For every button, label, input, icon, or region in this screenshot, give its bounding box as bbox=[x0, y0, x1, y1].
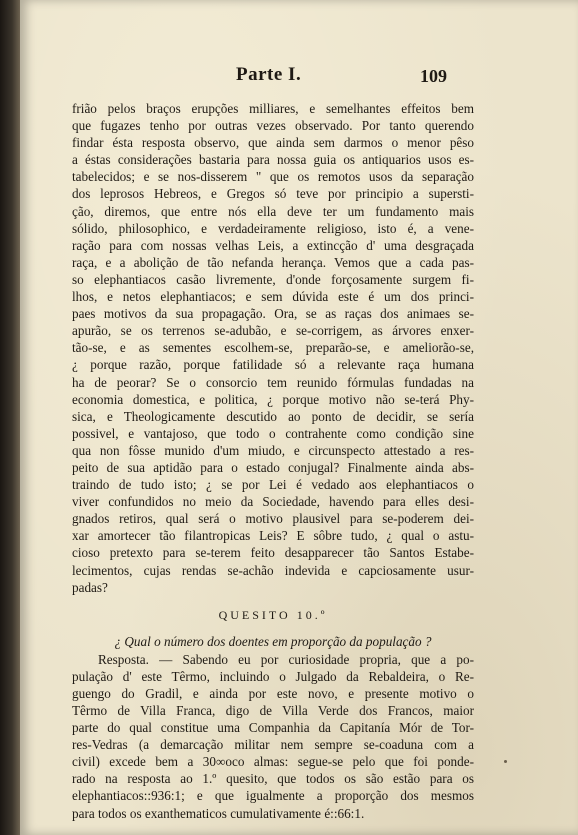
text-line: xar amortecer tão filantropicas Leis? E sôbre tudo, ¿ qual o astu- bbox=[72, 528, 474, 544]
text-line: ção, diremos, que entre nós ella deve ter um fundamento mais bbox=[72, 203, 474, 219]
text-line: parte do qual constitue uma Companhia da Capitanía Mór de Tor- bbox=[72, 720, 474, 736]
text-line: ha de peorar? Se o consorcio tem reunido fórmulas fundadas na bbox=[72, 374, 474, 390]
quesito-question: ¿ Qual o número dos doentes em proporção da população ? bbox=[114, 633, 432, 649]
text-line: qua non fôsse munido d'um miudo, e circunspecto attestado a res- bbox=[72, 442, 474, 458]
page-header bbox=[20, 64, 578, 90]
text-line: sica, e Theologicamente descutido ao ponto de decidir, se sería bbox=[72, 408, 474, 424]
text-line: economia domestica, e politica, ¿ porque motivo não se-terá Phy- bbox=[72, 391, 474, 407]
text-line: res-Vedras (a demarcação militar nem sempre se-coaduna com a bbox=[72, 737, 474, 753]
quesito-heading: QUESITO 10.º bbox=[218, 607, 328, 622]
text-line: elephantiacos::936:1; e que igualmente a proporção dos mesmos bbox=[72, 788, 474, 804]
paper-speck bbox=[504, 760, 507, 763]
text-line: rado na resposta ao 1.º quesito, que todos os são estão para os bbox=[72, 771, 474, 787]
running-title: Parte I. bbox=[236, 64, 302, 85]
text-line: tão-se, e as sementes escolhem-se, preparão-se, e ameliorão-se, bbox=[72, 340, 474, 356]
text-line: possivel, e vantajoso, que todo o contrahente como condição sine bbox=[72, 425, 474, 441]
body-paragraph bbox=[72, 100, 474, 596]
text-line: apurão, se os terrenos se-adubão, e se-corrigem, as árvores enxer- bbox=[72, 323, 474, 339]
text-line: peito de sua aptidão para o estado conjugal? Finalmente ainda abs- bbox=[72, 459, 474, 475]
text-line: padas? bbox=[72, 579, 108, 595]
text-line: so elephantiacos casão livremente, d'onde forçosamente surgem fi- bbox=[72, 271, 474, 287]
text-line: sólido, philosophico, e verdadeiramente religioso, isto é, a vene- bbox=[72, 220, 474, 236]
text-line: paes motivos da sua propagação. Ora, se as raças dos animaes se- bbox=[72, 306, 474, 322]
text-line: gnados retiros, qual será o motivo plausivel para se-poderem dei- bbox=[72, 511, 474, 527]
text-line: raça, e a abolição de tão nefanda herança. Vemos que a cada pas- bbox=[72, 254, 474, 270]
text-line: tabelecidos; e se nos-disserem " que os remotos usos da separação bbox=[72, 169, 474, 185]
text-line: civil) excede bem a 30∞oco almas: segue-se pelo que foi ponde- bbox=[72, 754, 474, 770]
book-page bbox=[20, 0, 578, 835]
text-line: lhos, e netos elephantiacos; e sem dúvida este é um dos princi- bbox=[72, 289, 474, 305]
text-line: viver confundidos no meio da Sociedade, havendo para elles desi- bbox=[72, 494, 474, 510]
text-line: para todos os exanthematicos cumulativamente é::66:1. bbox=[72, 805, 365, 821]
scan-edge bbox=[0, 0, 20, 835]
text-line: ração para com nossas velhas Leis, a extincção d' uma desgraçada bbox=[72, 237, 474, 253]
page-text bbox=[72, 100, 474, 822]
text-line: dos leprosos Hebreos, e Gregos só teve por principio a supersti- bbox=[72, 186, 474, 202]
text-line: pulação d' este Têrmo, incluindo o Julgado da Rebaldeira, o Re- bbox=[72, 668, 474, 684]
text-line: que fugazes tenho por outras vezes observado. Por tanto querendo bbox=[72, 118, 474, 134]
text-line: Resposta. — Sabendo eu por curiosidade propria, que a po- bbox=[98, 651, 474, 667]
page-number: 109 bbox=[420, 66, 447, 86]
text-line: lecimentos, cujas rendas se-achão indevida e capciosamente usur- bbox=[72, 562, 474, 578]
text-line: Têrmo de Villa Franca, digo de Villa Verde dos Francos, maior bbox=[72, 703, 474, 718]
text-line: a éstas considerações bastaria para nossa guia os antiquarios usos es- bbox=[72, 152, 474, 168]
text-line: traindo de tudo isto; ¿ se por Lei é vedado aos elephantiacos o bbox=[72, 477, 474, 493]
answer-paragraph bbox=[72, 651, 474, 822]
text-line: frião pelos braços erupções milliares, e semelhantes effeitos bem bbox=[72, 101, 474, 116]
text-line: guengo do Gradil, e ainda por este novo, e presente motivo o bbox=[72, 685, 474, 701]
text-line: findar ésta resposta observo, que ainda sem darmos o menor pêso bbox=[72, 135, 474, 151]
text-line: cioso pretexto para se-terem feito desapparecer tão Santos Estabe- bbox=[72, 545, 474, 561]
text-line: ¿ porque razão, porque fatilidade só a relevante raça humana bbox=[72, 357, 474, 373]
